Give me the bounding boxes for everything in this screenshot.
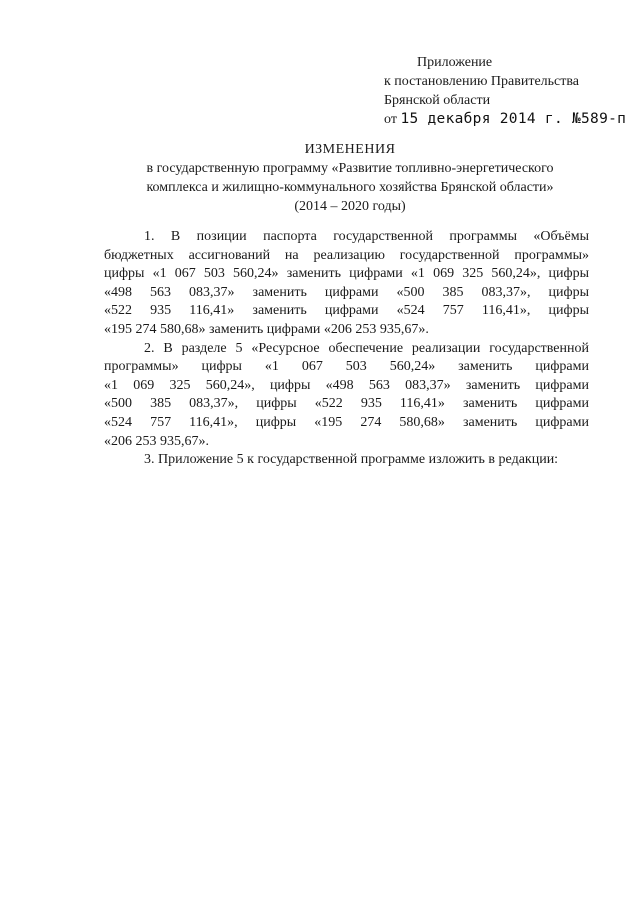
paragraph-2-line: «524 757 116,41», цифры «195 274 580,68» заменить цифрами [104, 414, 589, 430]
paragraph-2-line: «206 253 935,67». [104, 433, 209, 449]
paragraph-2-line: 2. В разделе 5 «Ресурсное обеспечение реализации государственной [144, 340, 589, 356]
paragraph-2 [104, 340, 589, 452]
paragraph-1-line: «522 935 116,41» заменить цифрами «524 757 116,41», цифры [104, 303, 589, 319]
appendix-date-line [384, 110, 626, 129]
document-title [100, 140, 600, 216]
appendix-from-prefix: от [384, 112, 397, 127]
paragraph-1 [104, 228, 589, 340]
paragraph-1-line: цифры «1 067 503 560,24» заменить цифрами «1 069 325 560,24», цифры [104, 266, 589, 282]
paragraph-2-line: «500 385 083,37», цифры «522 935 116,41» заменить цифрами [104, 396, 589, 412]
paragraph-2-line: «1 069 325 560,24», цифры «498 563 083,37» заменить цифрами [104, 377, 589, 393]
appendix-region: Брянской области [384, 93, 491, 108]
appendix-resolution-ref: к постановлению Правительства [384, 74, 580, 89]
paragraph-1-line: «195 274 580,68» заменить цифрами «206 253 935,67». [104, 321, 429, 337]
paragraph-3: 3. Приложение 5 к государственной программе изложить в редакции: [144, 452, 559, 468]
title-line-2: комплекса и жилищно-коммунального хозяйства Брянской области» [146, 180, 554, 195]
title-line-1: в государственную программу «Развитие топливно-энергетического [146, 161, 554, 176]
paragraph-1-line: «498 563 083,37» заменить цифрами «500 385 083,37», цифры [104, 284, 589, 300]
appendix-header [384, 53, 626, 129]
document-body [104, 228, 589, 470]
appendix-label: Приложение [417, 55, 493, 70]
title-heading: ИЗМЕНЕНИЯ [304, 142, 396, 157]
title-line-3: (2014 – 2020 годы) [294, 199, 406, 214]
paragraph-1-line: 1. В позиции паспорта государственной программы «Объёмы [144, 229, 589, 244]
paragraph-1-line: бюджетных ассигнований на реализацию государственной программы» [104, 247, 589, 263]
date-number-stamp: 15 декабря 2014 г. №589-п [400, 111, 627, 127]
paragraph-2-line: программы» цифры «1 067 503 560,24» заменить цифрами [104, 359, 589, 375]
